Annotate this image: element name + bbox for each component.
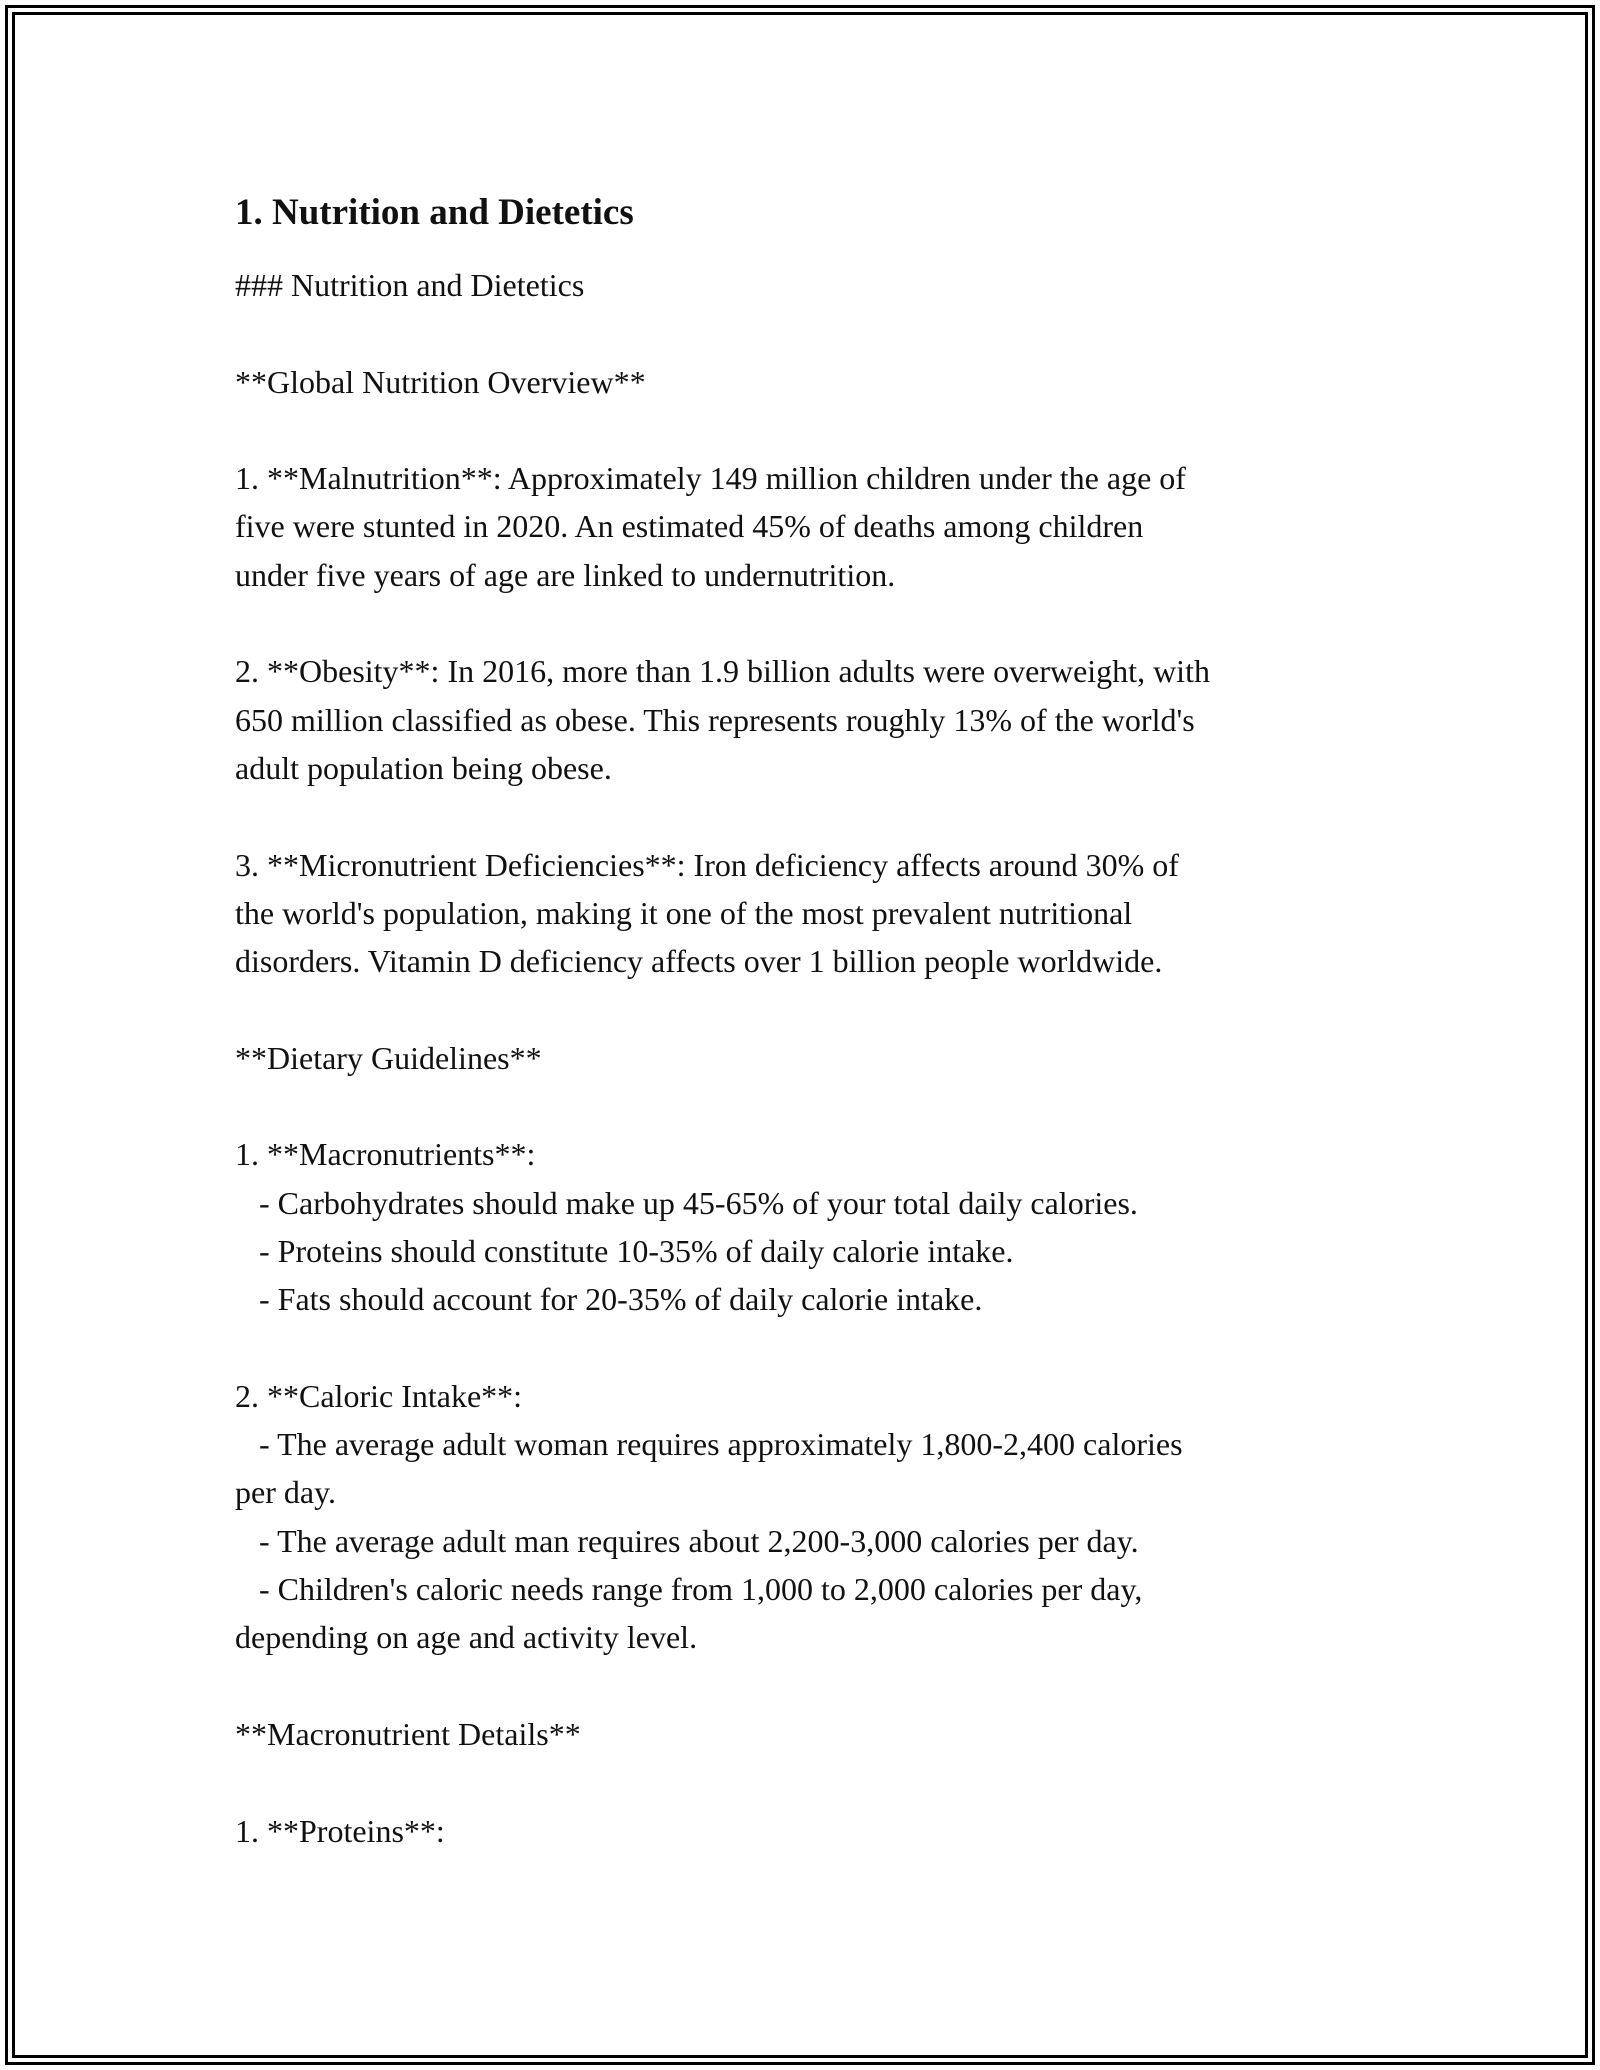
blank-line — [235, 1082, 1365, 1130]
text-line: 2. **Obesity**: In 2016, more than 1.9 billion adults were overweight, with — [235, 653, 1210, 690]
text-line: disorders. Vitamin D deficiency affects over 1 billion people worldwide. — [235, 943, 1163, 980]
document-body — [235, 183, 1365, 1855]
text-line: - Fats should account for 20-35% of daily calorie intake. — [235, 1281, 983, 1318]
text-line: 2. **Caloric Intake**: — [235, 1377, 523, 1414]
text-line: five were stunted in 2020. An estimated 45% of deaths among children — [235, 508, 1144, 545]
text-line: **Macronutrient Details** — [235, 1715, 581, 1752]
text-line: - The average adult man requires about 2,200-3,000 calories per day. — [235, 1522, 1139, 1559]
text-line: **Dietary Guidelines** — [235, 1039, 542, 1076]
text-line: - The average adult woman requires approximately 1,800-2,400 calories — [235, 1426, 1183, 1463]
blank-line — [235, 1662, 1365, 1710]
text-line: the world's population, making it one of the most prevalent nutritional — [235, 894, 1133, 931]
document-title: 1. Nutrition and Dietetics — [235, 192, 634, 233]
text-line: depending on age and activity level. — [235, 1619, 698, 1656]
blank-line — [235, 1758, 1365, 1806]
text-line: 650 million classified as obese. This represents roughly 13% of the world's — [235, 701, 1195, 738]
text-line: adult population being obese. — [235, 749, 612, 786]
text-line: **Global Nutrition Overview** — [235, 363, 646, 400]
text-line: - Children's caloric needs range from 1,000 to 2,000 calories per day, — [235, 1571, 1143, 1608]
text-line: under five years of age are linked to undernutrition. — [235, 556, 896, 593]
text-line: per day. — [235, 1474, 336, 1511]
text-line: 1. **Proteins**: — [235, 1812, 445, 1849]
blank-line — [235, 599, 1365, 647]
text-line: 1. **Malnutrition**: Approximately 149 million children under the age of — [235, 460, 1186, 497]
blank-line — [235, 792, 1365, 840]
blank-line — [235, 985, 1365, 1033]
text-line: ### Nutrition and Dietetics — [235, 267, 585, 303]
blank-line — [235, 1324, 1365, 1372]
text-line: 3. **Micronutrient Deficiencies**: Iron deficiency affects around 30% of — [235, 846, 1179, 883]
text-line: 1. **Macronutrients**: — [235, 1136, 536, 1173]
text-line: - Carbohydrates should make up 45-65% of your total daily calories. — [235, 1184, 1138, 1221]
blank-line — [235, 406, 1365, 454]
text-line: - Proteins should constitute 10-35% of daily calorie intake. — [235, 1232, 1014, 1269]
document-text — [235, 261, 1365, 1855]
blank-line — [235, 309, 1365, 357]
